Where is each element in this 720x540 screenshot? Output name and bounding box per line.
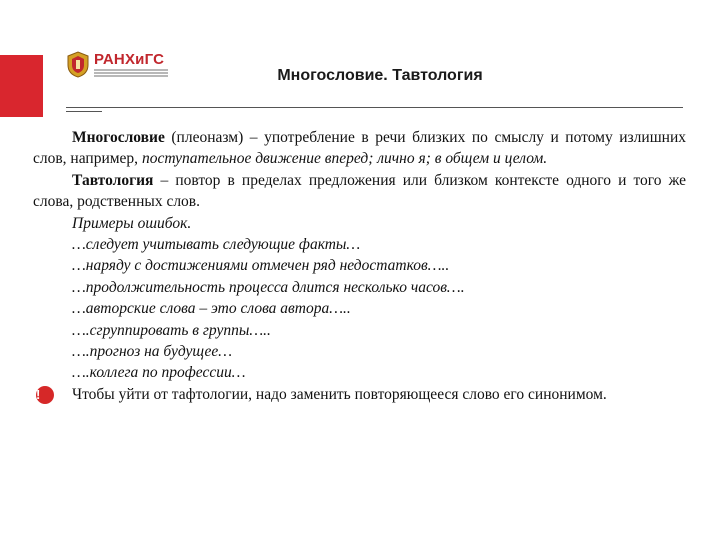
pleonasm-examples: поступательное движение вперед; лично я; в общем и целом. — [141, 150, 548, 168]
pleonasm-term: Многословие — [72, 129, 165, 146]
pleonasm-definition — [33, 127, 686, 170]
tautology-term: Тавтология — [72, 171, 154, 189]
example-item: …продолжительность процесса длится несколько часов…. — [72, 278, 465, 296]
advice-paragraph — [33, 384, 686, 405]
example-item: …следует учитывать следующие факты… — [72, 236, 361, 254]
examples-list — [33, 234, 686, 384]
example-item: ….коллега по профессии… — [72, 364, 246, 382]
example-item: …авторские слова – это слова автора….. — [72, 300, 351, 318]
tautology-definition — [33, 170, 686, 213]
examples-heading: Примеры ошибок. — [72, 214, 192, 232]
example-item: ….сгруппировать в группы….. — [72, 321, 271, 339]
slide-body — [33, 127, 686, 405]
advice-text: Чтобы уйти от тафтологии, надо заменить повторяющееся слово его синонимом. — [72, 385, 607, 403]
emblem-icon — [66, 50, 90, 78]
exclamation-icon: ! — [36, 386, 54, 404]
tautology-text: – повтор в пределах предложения или близком контексте одного и того же слова, родственных слов. — [33, 171, 686, 211]
logo-text: РАНХиГС — [94, 51, 165, 68]
title-divider — [66, 107, 683, 108]
pleonasm-text: (плеоназм) – употребление в речи близких по смыслу и потому излишних слов, например, — [33, 129, 686, 168]
example-item: …наряду с достижениями отмечен ряд недостатков….. — [72, 257, 450, 275]
title-divider-accent — [66, 111, 102, 112]
accent-bar — [0, 55, 43, 117]
slide-title: Многословие. Тавтология — [277, 67, 483, 84]
example-item: ….прогноз на будущее… — [72, 343, 232, 361]
